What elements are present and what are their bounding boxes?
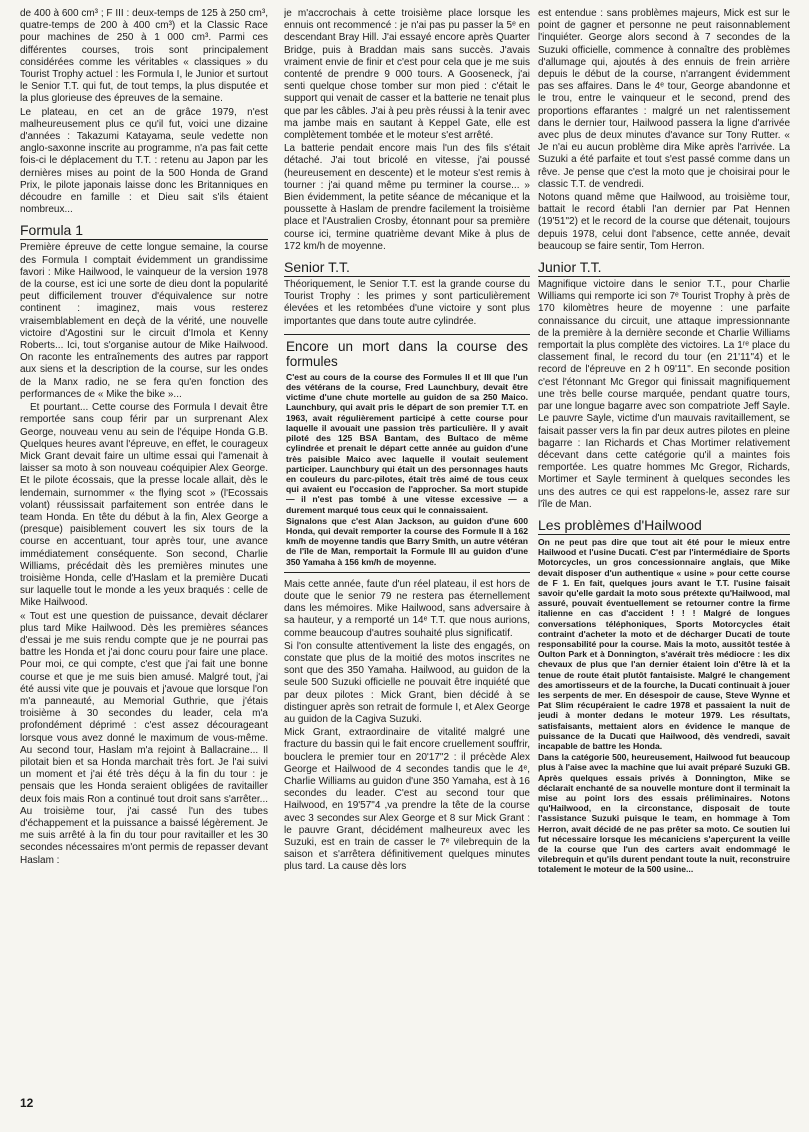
page-number: 12 (20, 1096, 34, 1110)
paragraph: Le plateau, en cet an de grâce 1979, n'est malheureusement plus ce qu'il fut, voici une dizaine d'années : Takazumi Katayama, seule vedette non anglo-saxonne inscrite au programme, n'a pas fait cette fois-ci le déplacement du T.T. : retenu au Japon par les dernières mises au point de la 500 Honda de Grand Prix, le pilote japonais laisse donc les Britanniques en découdre en famille : et Dieu sait s'ils étaient nombreux... (20, 106, 268, 216)
column-3 (538, 8, 790, 1088)
sidebar-paragraph: C'est au cours de la course des Formules II et III que l'un des vétérans de la course, Fred Launchbury, devait être victime d'une chute mortelle au guidon de sa 250 Maico. Launchbury, qui avait pris le départ de son premier T.T. en 1963, avait régulièrement participé à cette course pour laquelle il avouait une passion très particulière. Il y avait piloté des 125 BSA Bantam, des Bultaco de même cylindrée et prenait le départ cette année au guidon d'une très paisible Maico avec laquelle il voulait seulement participer. Launchbury qui était un des personnages hauts en couleurs du parc-pilotes, était très aimé de tous ceux qui avaient eu l'occasion de l'approcher. Sa mort stupide — il n'est pas tombé à une vitesse excessive — a durement marqué tous ceux qui le connaissaient. (286, 371, 528, 515)
paragraph: Mais cette année, faute d'un réel plateau, il est hors de doute que le senior 79 ne restera pas éternellement dans les mémoires. Mike Hailwood, sans adversaire à sa hauteur, y a remporté un 14ᵉ T.T. que nous aurions, comme beaucoup d'autres souhaité plus significatif. (284, 578, 530, 639)
paragraph: est entendue : sans problèmes majeurs, Mick est sur le point de gagner et personne ne peut raisonnablement l'inquiéter. George alors second à 7 secondes de la Suzuki officielle, commence à connaître des problèmes d'allumage qui, ajoutés à des ennuis de frein arrière depuis le début de la course, n'arrangent évidemment pas ses affaires. Dans le 4ᵉ tour, George abandonne et le trou, entre le vainqueur et le second, prend des proportions effarantes : malgré un net ralentissement dans le dernier tour, Hailwood passera la ligne d'arrivée avec plus de deux minutes d'avance sur Tony Rutter. « Je n'ai eu aucun problème dira Mike après l'arrivée. La Suzuki a été parfaite et tout s'est passé comme dans un rêve. Je pense que c'est la moto que je choisirai pour le classic T.T. de vendredi. (538, 8, 790, 190)
paragraph: Si l'on consulte attentivement la liste des engagés, on constate que plus de la moitié des motos inscrites ne sont que des 350 Yamaha. Hailwood, au guidon de la seule 500 Suzuki officielle ne pouvait être inquiété que par deux pilotes : Mick Grant, bien décidé à se distinguer après son retrait de formule I, et Alex George au guidon de la Cagiva Suzuki. (284, 640, 530, 725)
section-heading-formula-1: Formula 1 (20, 222, 268, 240)
paragraph: Notons quand même que Hailwood, au troisième tour, battait le record établi l'an dernier par Pat Hennen (19'51"2) et le record de la course que détenait, toujours depuis 1978, celui dont l'absence, cette année, devait beaucoup se faire sentir, Tom Herron. (538, 192, 790, 252)
paragraph: de 400 à 600 cm³ ; F III : deux-temps de 125 à 250 cm³, quatre-temps de 200 à 400 cm³) et la Classic Race pour machines de 250 à 1 000 cm³. Parmi ces différentes courses, trois sont principalement considérées comme les véritables « classiques » du Tourist Trophy actuel : les Formula I, le Junior et surtout le Senior T.T. qui fut, de tout temps, la plus disputée et la plus glorieuse des épreuves de la semaine. (20, 8, 268, 105)
sidebar-paragraph: Signalons que c'est Alan Jackson, au guidon d'une 600 Honda, qui devait remporter la course des Formule II à 162 km/h de moyenne tandis que Barry Smith, un autre vétéran de l'île de Man, remportait la Formule III au guidon d'une 350 Yamaha à 156 km/h de moyenne. (286, 515, 528, 567)
paragraph-bold: On ne peut pas dire que tout ait été pour le mieux entre Hailwood et l'usine Ducati. C'est par l'intermédiaire de Sports Motorcycles, un gros concessionnaire anglais, que Mike devait disposer d'un authentique « usine » pour cette course de F 1. En fait, quelques jours avant le T.T. l'usine faisait savoir qu'elle gardait la moto sous prétexte qu'Hailwood, mal assuré, pouvait éventuellement se retourner contre la firme italienne en cas d'accident ! ! ! Malgré de longues conversations téléphoniques, Sports Motorcycles était contraint d'acheter la moto et de décharger Ducati de toute responsabilité pour la course. Mais la moto, aussitôt testée à Oulton Park et à Donnington, s'avérait très médiocre : les dix chevaux de plus que l'an dernier étaient loin d'être là et la tenue de route était plutôt fantaisiste. Malgré le changement des amortisseurs et de la fourche, la Ducati continuait à jouer les serpents de mer. En désespoir de cause, Steve Wynne et Pat Slim récupéraient le cadre 1978 et passaient la nuit de jeudi à monter dedans le moteur 1979. Les résultats, satisfaisants, mettaient alors en évidence le manque de puissance de la Ducati que Hailwood, dès vendredi, savait incapable de battre les Honda. (538, 536, 790, 751)
sidebar-box (284, 334, 530, 573)
section-heading-senior-tt: Senior T.T. (284, 259, 530, 277)
paragraph: Première épreuve de cette longue semaine, la course des Formula I comptait évidemment un grandissime favori : Mike Hailwood, le vainqueur de la version 1978 de la course, est ici une sorte de dieu dont la popularité peut difficilement trouver d'équivalence sur notre continent : imaginez, mais vous resterez vraisemblablement en deçà de la vérité, une nouvelle victoire d'Agostini sur le circuit d'Imola et Kenny Roberts... Ici, tout s'organise autour de Mike Hailwood. On raconte les entraînements des autres par rapport aux siens et la description de la course, sur les ondes de la Manx radio, ne se fera qu'en fonction des performances de « Mike the bike »... (20, 242, 268, 400)
paragraph: je m'accrochais à cette troisième place lorsque les ennuis ont recommencé : je n'ai pas pu passer la 5ᵉ en descendant Bray Hill. J'ai essayé encore après Quarter Bridge, puis à Braddan mais sans succès. J'avais vraiment envie de finir et c'est pour cela que je me suis contenté de prendre 9 000 tours. A Gooseneck, j'ai senti quelque chose tomber sur mon pied : c'était le support qui venait de casser et la batterie ne tenait plus que par les câbles. J'ai à peu près réussi à la tenir avec ma jambe mais en sautant à Keppel Gate, elle est complètement tombée et le moteur s'est arrêté. (284, 8, 530, 142)
column-2 (284, 8, 530, 1088)
paragraph: Théoriquement, le Senior T.T. est la grande course du Tourist Trophy : les primes y sont particulièrement élevées et les retombées d'une victoire y sont plus importantes que dans toute autre cylindrée. (284, 279, 530, 327)
paragraph: Et pourtant... Cette course des Formula I devait être remportée sans coup férir par un surprenant Alex George, nouveau venu au sein de l'équipe Honda G.B. Quelques heures avant l'épreuve, en effet, le courageux Mick Grant devait faire un ultime essai qui l'amenait à laisser sa moto à son nouveau coéquipier Alex George. Et le pilote écossais, que la presse locale allait, dès le lendemain, surnommer « the flying scot » (l'Ecossais volant) réussissait parfaitement son entrée dans le team Honda. En tête du début à la fin, Alex George a (presque) paisiblement couvert les six tours de la course en accentuant, tour après tour, une avance immédiatement conséquente. Son second, Charlie Williams, précédait dès les premières minutes une troisième Honda, celle d'Haslam et la première Ducati sur laquelle tout le monde a les yeux braqués : celle de Mike Hailwood. (20, 402, 268, 609)
column-1 (20, 8, 268, 1088)
paragraph: Magnifique victoire dans le senior T.T., pour Charlie Williams qui remporte ici son 7ᵉ Tourist Trophy à près de 170 kilomètres heure de moyenne : une parfaite connaissance du circuit, une attaque impressionnante de la première à la dernière seconde et Charlie Williams remportait la plus complète des victoires. La 1ʳᵉ place du classement final, le record du tour (en 21'11"4) et le record de l'épreuve en 2 h 09'11". En seconde position c'est l'étonnant Mc Gregor qui finissait magnifiquement une très belle course marquée, pendant quatre tours, par une longue bagarre avec son compatriote Jeff Sayle. Le pauvre Sayle, victime d'un mauvais ravitaillement, se faisait passer vers la fin par deux autres pilotes en pleine bagarre : Ian Richards et Chas Mortimer relativement décevant dans cette catégorie qu'il a maintes fois remportée. Les quatre hommes Mc Gregor, Richards, Mortimer et Sayle terminent à quelques secondes les uns des autres ce qui est rappelons-le, assez rare sur l'île de Man. (538, 279, 790, 510)
sidebar-title: Encore un mort dans la course des formules (286, 338, 528, 369)
paragraph-bold: Dans la catégorie 500, heureusement, Hailwood fut beaucoup plus à l'aise avec la machine que lui avait préparé Suzuki GB. Après quelques essais privés à Donnington, Mike se déclarait enchanté de sa nouvelle monture dont il terminait la mise au point lors des essais préliminaires. Notons qu'Hailwood, en la circonstance, disposait de toute l'assistance Suzuki puisque le team, en hommage à Tom Herron, avait décidé de ne pas prêter sa moto. Ce soutien lui fut nécessaire lorsque les mécaniciens s'aperçurent la veille de la course que l'un des carters avait endommagé le vilebrequin et qu'ils durent pendant toute la nuit, reconstruire totalement le moteur de la 500 usine... (538, 752, 790, 875)
section-heading-junior-tt: Junior T.T. (538, 259, 790, 277)
section-heading-problemes-hailwood: Les problèmes d'Hailwood (538, 517, 790, 535)
paragraph: « Tout est une question de puissance, devait déclarer plus tard Mike Hailwood. Dès les premières séances d'essai je me suis rendu compte que je ne pourrai pas battre les Honda et j'ai donc couru pour faire une place. Pour moi, ce qui compte, c'est que j'ai fait une bonne course et que je me suis bien amusé. Malgré tout, j'ai été aussi vite que je pouvais et j'avoue que lorsque l'on m'a panneauté, au Memorial Guthrie, que j'étais troisième à 30 secondes du leader, cela m'a profondément déprimé : c'est assez décourageant lorsque vous avez donné le maximum de vous-même. Au second tour, Haslam m'a rejoint à Ballacraine... Il pilotait bien et sa Honda marchait très fort. Je l'ai suivi un moment et j'ai été très déçu à la fin du tour : je pensais que les Honda seraient obligées de ravitailler deux fois mais Ron a continué tout droit sans s'arrêter... Au troisième tour, j'ai cassé l'un des tubes d'échappement et la puissance a baissé légèrement. Je me suis arrêté à la fin du tour pour ravitailler et les 30 secondes nécessaires m'ont permis de repasser devant Haslam : (20, 610, 268, 866)
paragraph: La batterie pendait encore mais l'un des fils s'était détaché. J'ai tout bricolé en vitesse, j'ai poussé (heureusement en descente) et le moteur s'est remis à tourner : j'ai quand même pu terminer la course... » Bien évidemment, la petite séance de mécanique et la poussette à Haslam de prendre facilement la troisième place et l'Australien Crosby, étonnant pour sa première course ici, termine quatrième devant Mike à plus de 172 km/h de moyenne. (284, 143, 530, 252)
paragraph: Mick Grant, extraordinaire de vitalité malgré une fracture du bassin qui le fait encore cruellement souffrir, bouclera le premier tour en 20'17"2 : il précède Alex George et Hailwood de 4 secondes tandis que le 4ᵉ, Charlie Williams au guidon d'une 350 Yamaha, est à 16 secondes du leader. C'est au second tour que Hailwood, en 19'57"4 ,va prendre la tête de la course avec 3 secondes sur Alex George et 8 sur Mick Grant : le pauvre Grant, décidément malheureux avec les Suzuki, est en train de casser le 7ᵉ vilebrequin de la saison et s'arrêtera définitivement quelques minutes plus tard. La cause dès lors (284, 727, 530, 873)
